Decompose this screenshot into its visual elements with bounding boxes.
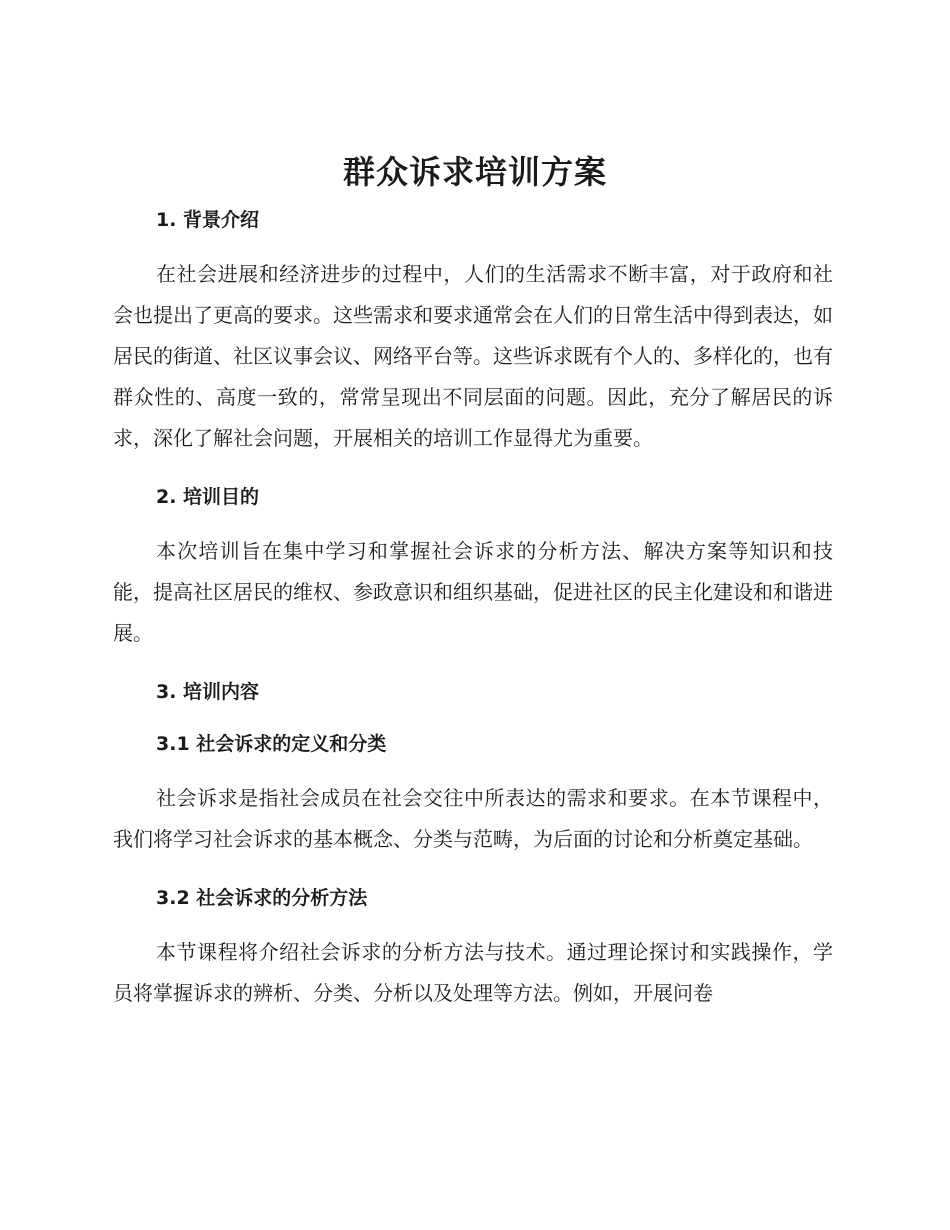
subsection-paragraph-definition: 社会诉求是指社会成员在社会交往中所表达的需求和要求。在本节课程中，我们将学习社会诉求的基本概念、分类与范畴，为后面的讨论和分析奠定基础。 <box>113 786 833 851</box>
document-title: 群众诉求培训方案 <box>342 153 607 191</box>
section-paragraph-background: 在社会进展和经济进步的过程中，人们的生活需求不断丰富，对于政府和社会也提出了更高的要求。这些需求和要求通常会在人们的日常生活中得到表达，如居民的街道、社区议事会议、网络平台等。这些诉求既有个人的、多样化的，也有群众性的、高度一致的，常常呈现出不同层面的问题。因此，充分了解居民的诉求，深化了解社会问题，开展相关的培训工作显得尤为重要。 <box>113 262 833 450</box>
section-heading-purpose: 2. 培训目的 <box>156 486 260 508</box>
subsection-paragraph-analysis: 本节课程将介绍社会诉求的分析方法与技术。通过理论探讨和实践操作，学员将掌握诉求的辨析、分类、分析以及处理等方法。例如，开展问卷 <box>113 940 833 1005</box>
section-heading-background: 1. 背景介绍 <box>156 209 260 231</box>
subsection-heading-definition: 3.1 社会诉求的定义和分类 <box>156 733 387 755</box>
subsection-heading-analysis: 3.2 社会诉求的分析方法 <box>156 887 368 909</box>
section-heading-content: 3. 培训内容 <box>156 681 260 703</box>
section-paragraph-purpose: 本次培训旨在集中学习和掌握社会诉求的分析方法、解决方案等知识和技能，提高社区居民的维权、参政意识和组织基础，促进社区的民主化建设和和谐进展。 <box>113 539 833 645</box>
document-body <box>113 202 833 1014</box>
